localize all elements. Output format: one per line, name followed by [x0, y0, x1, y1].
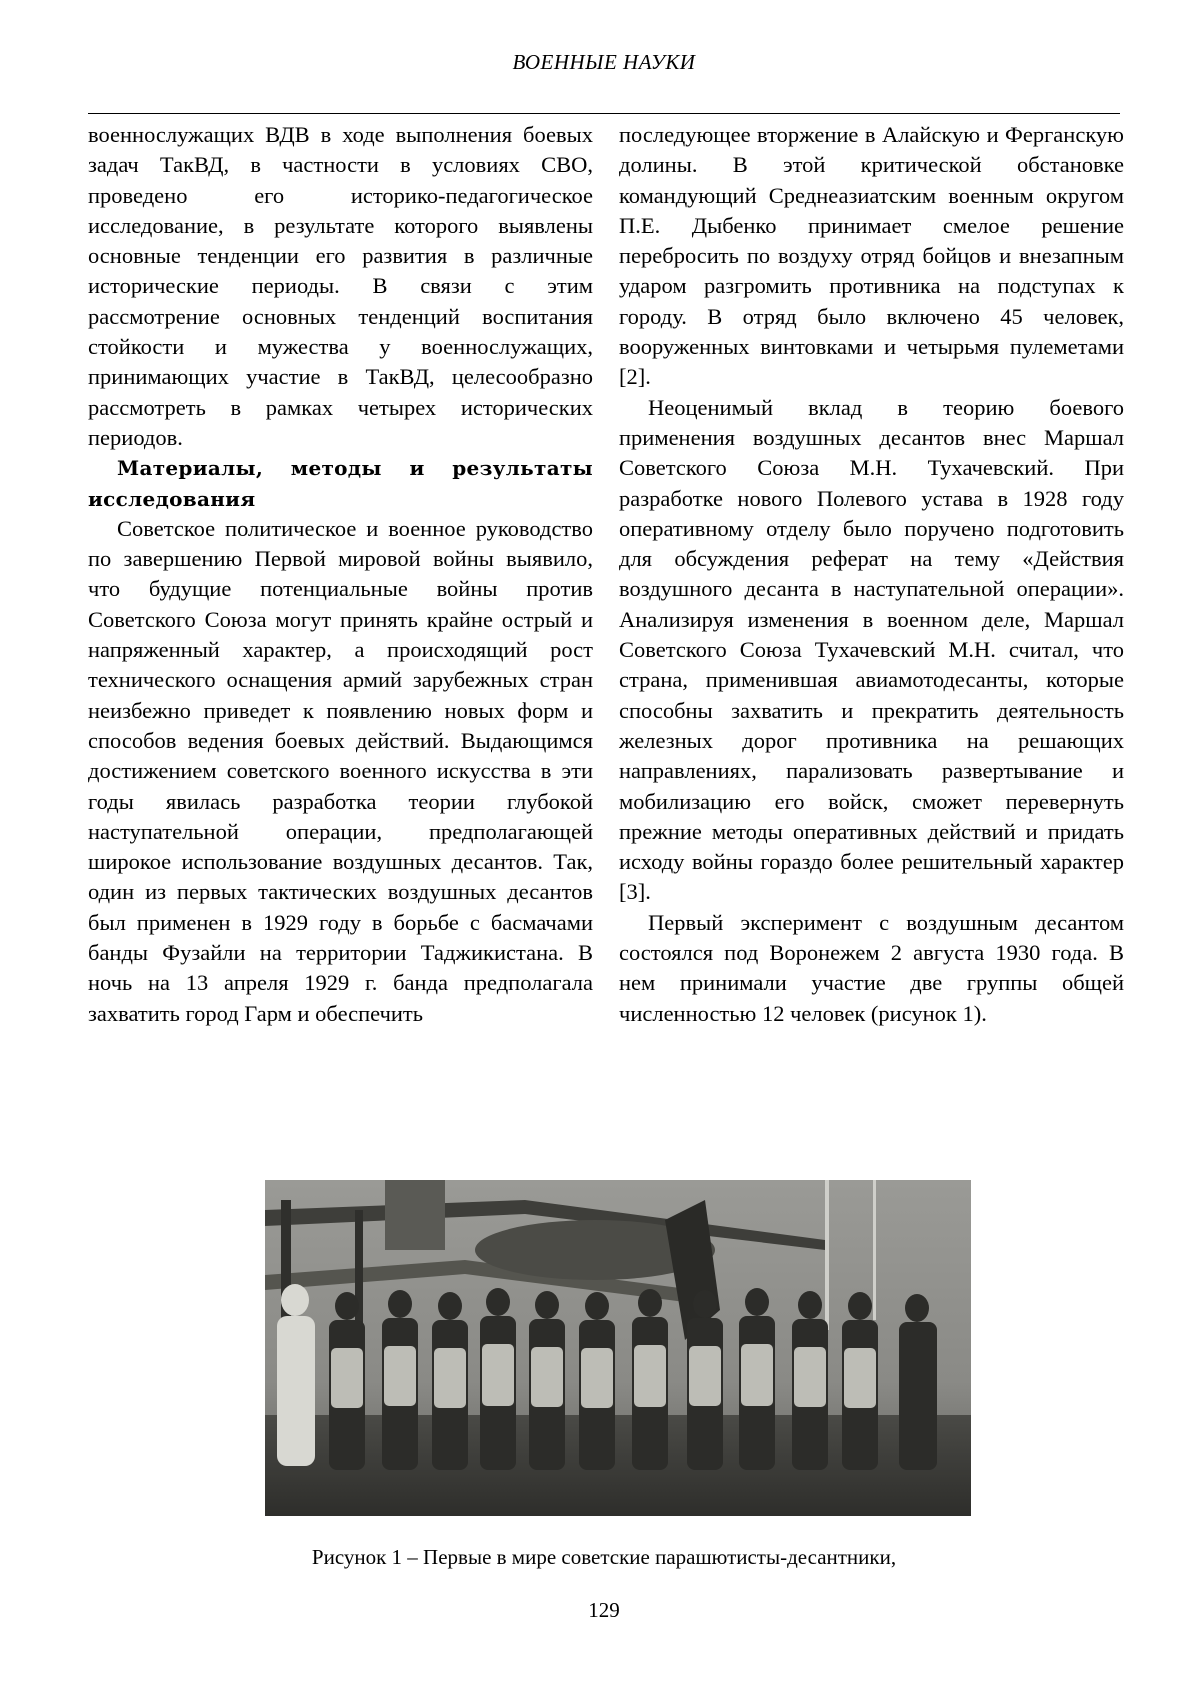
paragraph: Советское политическое и военное руководство по завершению Первой мировой войны выявило, что будущие потенциальные войны против Советского Союза могут принять крайне острый и напряженный характер, а происходящий рост технического оснащения армий зарубежных стран неизбежно приведет к появлению новых форм и способов ведения боевых действий. Выдающимся достижением советского военного искусства в эти годы явилась разработка теории глубокой наступательной операции, предполагающей широкое использование воздушных десантов. Так, один из первых тактических воздушных десантов был применен в 1929 году в борьбе с басмачами банды Фузайли на территории Таджикистана. В ночь на 13 апреля 1929 г. банда предполагала захватить город Гарм и обеспечить: [88, 514, 593, 1029]
paragraph: Неоценимый вклад в теорию боевого применения воздушных десантов внес Маршал Советского Союза М.Н. Тухачевский. При разработке нового Полевого устава в 1928 году оперативному отделу было поручено подготовить для обсуждения реферат на тему «Действия воздушного десанта в наступательной операции». Анализируя изменения в военном деле, Маршал Советского Союза Тухачевский М.Н. считал, что страна, применившая авиамотодесанты, которые способны захватить и прекратить деятельность железных дорог противника на решающих направлениях, парализовать развертывание и мобилизацию его войск, сможет перевернуть прежние методы оперативных действий и придать исходу войны гораздо более решительный характер [3].: [619, 393, 1124, 908]
paragraph: Первый эксперимент с воздушным десантом состоялся под Воронежем 2 августа 1930 года. В нем принимали участие две группы общей численностью 12 человек (рисунок 1).: [619, 908, 1124, 1029]
section-heading: Материалы, методы и результаты исследования: [88, 453, 593, 514]
paragraph: последующее вторжение в Алайскую и Ферганскую долины. В этой критической обстановке командующий Среднеазиатским военным округом П.Е. Дыбенко принимает смелое решение перебросить по воздуху отряд бойцов и внезапным ударом разгромить противника на подступах к городу. В отряд было включено 45 человек, вооруженных винтовками и четырьмя пулеметами [2].: [619, 120, 1124, 393]
running-header: ВОЕННЫЕ НАУКИ: [88, 50, 1120, 75]
right-column: [619, 120, 1124, 1029]
header-divider: [88, 113, 1120, 114]
paratroopers-photo-illustration: [265, 1180, 971, 1516]
paragraph: военнослужащих ВДВ в ходе выполнения боевых задач ТакВД, в частности в условиях СВО, проведено его историко-педагогическое исследование, в результате которого выявлены основные тенденции его развития в различные исторические периоды. В связи с этим рассмотрение основных тенденций воспитания стойкости и мужества у военнослужащих, принимающих участие в ТакВД, целесообразно рассмотреть в рамках четырех исторических периодов.: [88, 120, 593, 453]
page-number: 129: [88, 1598, 1120, 1623]
figure-caption: Рисунок 1 – Первые в мире советские парашютисты-десантники,: [88, 1545, 1120, 1570]
left-column: [88, 120, 593, 1029]
figure-photo: [265, 1180, 971, 1516]
